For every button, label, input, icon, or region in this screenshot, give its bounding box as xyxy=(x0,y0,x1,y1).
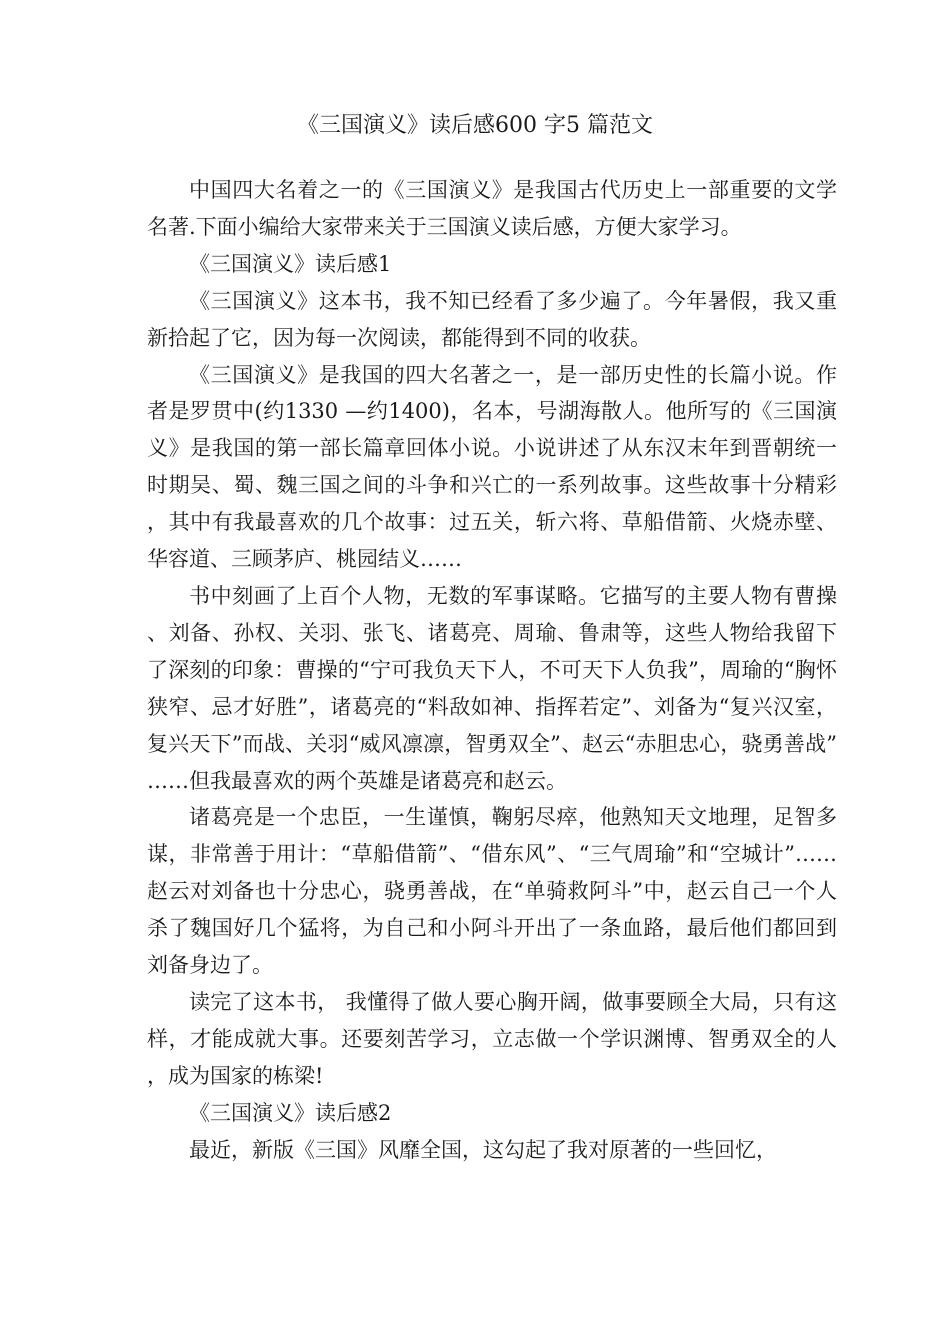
paragraph-section2-start: 最近，新版《三国》风靡全国，这勾起了我对原著的一些回忆， xyxy=(189,1137,777,1162)
paragraph-reading: 《三国演义》这本书，我不知已经看了多少遍了。今年暑假，我又重新拾起了它，因为每一次阅读，都能得到不同的收获。 xyxy=(147,288,837,350)
paragraph-lesson: 读完了这本书， 我懂得了做人要心胸开阔，做事要顾全大局，只有这样，才能成就大事。还要刻苦学习，立志做一个学识渊博、智勇双全的人，成为国家的栋梁! xyxy=(147,989,837,1088)
paragraph-intro: 中国四大名着之一的《三国演义》是我国古代历史上一部重要的文学名著.下面小编给大家带来关于三国演义读后感，方便大家学习。 xyxy=(147,178,837,239)
document-body xyxy=(147,172,837,1168)
paragraph-heroes: 诸葛亮是一个忠臣，一生谨慎，鞠躬尽瘁，他熟知天文地理，足智多谋，非常善于用计：“草船借箭”、“借东风”、“三气周瑜”和“空城计”……赵云对刘备也十分忠心，骁勇善战，在“单骑救阿斗”中，赵云自己一个人杀了魏国好几个猛将，为自己和小阿斗开出了一条血路，最后他们都回到刘备身边了。 xyxy=(147,805,837,978)
paragraph-characters: 书中刻画了上百个人物，无数的军事谋略。它描写的主要人物有曹操、刘备、孙权、关羽、张飞、诸葛亮、周瑜、鲁肃等，这些人物给我留下了深刻的印象：曹操的“宁可我负天下人，不可天下人负我”，周瑜的“胸怀狭窄、忌才好胜”，诸葛亮的“料敌如神、指挥若定”、刘备为“复兴汉室，复兴天下”而战、关羽“威风凛凛，智勇双全”、赵云“赤胆忠心，骁勇善战”……但我最喜欢的两个英雄是诸葛亮和赵云。 xyxy=(147,583,837,793)
paragraph-book-intro: 《三国演义》是我国的四大名著之一，是一部历史性的长篇小说。作者是罗贯中(约1330 —约1400)，名本，号湖海散人。他所写的《三国演义》是我国的第一部长篇章回体小说。小说讲述了从东汉末年到晋朝统一时期吴、蜀、魏三国之间的斗争和兴亡的一系列故事。这些故事十分精彩，其中有我最喜欢的几个故事：过五关，斩六将、草船借箭、火烧赤壁、华容道、三顾茅庐、桃园结义…… xyxy=(147,362,837,572)
section-heading-2: 《三国演义》读后感2 xyxy=(189,1100,392,1125)
document-title: 《三国演义》读后感600 字5 篇范文 xyxy=(297,113,653,138)
section-heading-1: 《三国演义》读后感1 xyxy=(189,251,392,276)
